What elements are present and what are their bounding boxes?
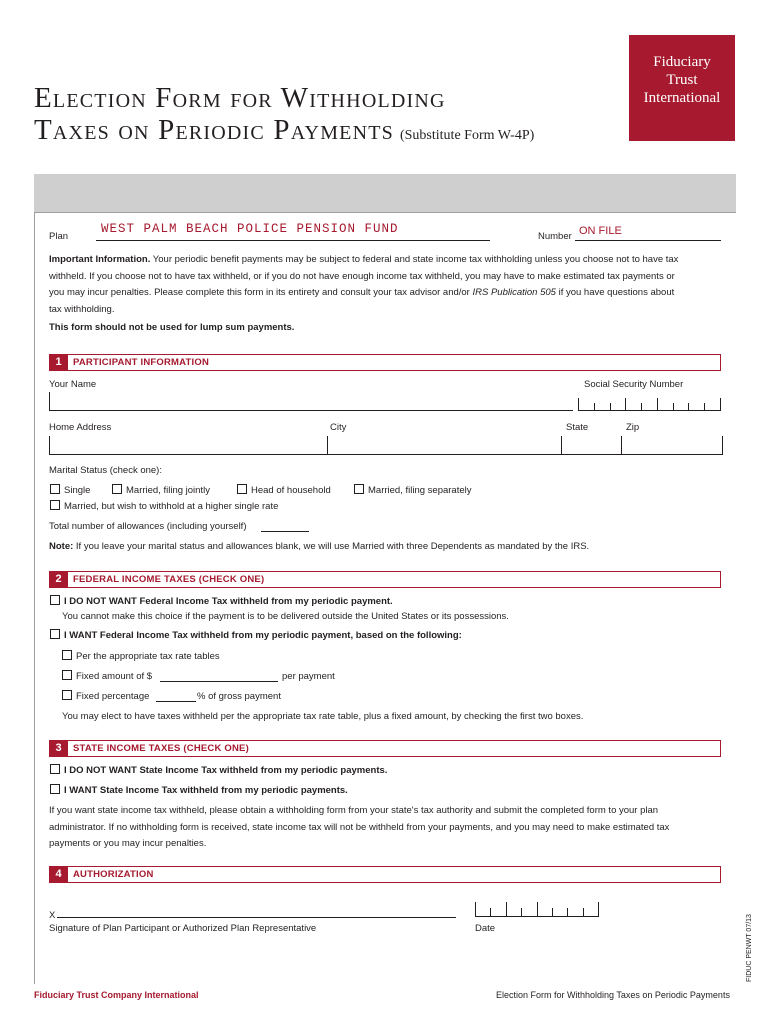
important-lead: Important Information.: [49, 254, 151, 265]
per-table-label: Per the appropriate tax rate tables: [76, 651, 220, 662]
fed-want-label: I WANT Federal Income Tax withheld from my periodic payment, based on the following:: [64, 630, 462, 641]
state-want-label: I WANT State Income Tax withheld from my periodic payments.: [64, 785, 348, 796]
marital-note: [49, 539, 589, 555]
section-3-number: 3: [49, 740, 68, 757]
form-title-text: Taxes on Periodic Payments: [34, 114, 394, 146]
marital-status-label: Marital Status (check one):: [49, 465, 162, 476]
important-info: [49, 252, 729, 318]
city-field[interactable]: [327, 436, 562, 455]
section-4-title: AUTHORIZATION: [73, 869, 154, 880]
pct-gross-label: % of gross payment: [197, 691, 281, 702]
form-code: FIDUC PENWT 07/13: [746, 914, 753, 982]
section-1-header: [49, 354, 721, 371]
date-ticks: [475, 902, 599, 916]
form-subtitle: (Substitute Form W-4P): [399, 128, 535, 143]
home-address-field[interactable]: [49, 436, 328, 455]
signature-label: Signature of Plan Participant or Authorized Plan Representative: [49, 923, 317, 934]
married-higher-label: Married, but wish to withhold at a higher single rate: [64, 501, 279, 512]
married-jointly-checkbox[interactable]: [112, 484, 122, 494]
plan-number-field[interactable]: ON FILE: [579, 225, 622, 237]
fed-want-checkbox[interactable]: [50, 629, 60, 639]
state-not-want-checkbox[interactable]: [50, 764, 60, 774]
married-separately-label: Married, filing separately: [368, 485, 472, 496]
state-want-checkbox[interactable]: [50, 784, 60, 794]
signature-field[interactable]: [57, 917, 456, 918]
lump-sum-note: This form should not be used for lump sum payments.: [49, 322, 295, 333]
fixed-amount-checkbox[interactable]: [62, 670, 72, 680]
per-payment-label: per payment: [282, 671, 335, 682]
head-of-household-checkbox[interactable]: [237, 484, 247, 494]
city-label: City: [330, 422, 347, 433]
married-separately-checkbox[interactable]: [354, 484, 364, 494]
marital-separately-option[interactable]: [354, 483, 472, 499]
fed-not-want-option[interactable]: [50, 594, 393, 610]
fixed-amount-option[interactable]: [62, 669, 152, 685]
fed-not-want-sub: You cannot make this choice if the payment is to be delivered outside the United States or its possessions.: [62, 611, 509, 622]
your-name-label: Your Name: [49, 379, 97, 390]
form-title-line-2: [34, 114, 534, 147]
number-field-line: [575, 240, 721, 241]
section-3-title: STATE INCOME TAXES (CHECK ONE): [73, 743, 249, 754]
marital-single-option[interactable]: [50, 483, 90, 499]
ssn-ticks: [578, 398, 721, 410]
important-text-2: withheld. If you choose not to have tax withheld, or if you do not have enough income tax withheld, you may have to make estimated tax payments or: [49, 270, 675, 282]
date-label: Date: [475, 923, 496, 934]
fixed-pct-option[interactable]: [62, 689, 149, 705]
state-not-want-option[interactable]: [50, 763, 387, 779]
state-para-2: administrator. If no withholding form is received, state income tax will not be withheld from your payments, and you may need to make estimated tax: [49, 821, 670, 833]
marital-jointly-option[interactable]: [112, 483, 210, 499]
fed-not-want-checkbox[interactable]: [50, 595, 60, 605]
fixed-amount-label: Fixed amount of $: [76, 671, 153, 682]
fixed-amount-field[interactable]: [160, 681, 278, 682]
per-table-checkbox[interactable]: [62, 650, 72, 660]
section-4-number: 4: [49, 866, 68, 883]
section-2-header: [49, 571, 721, 588]
marital-head-option[interactable]: [237, 483, 331, 499]
logo-line-3: International: [643, 90, 721, 106]
section-2-title: FEDERAL INCOME TAXES (CHECK ONE): [73, 574, 265, 585]
home-address-label: Home Address: [49, 422, 112, 433]
state-paragraph: [49, 803, 729, 853]
state-label: State: [566, 422, 589, 433]
head-of-household-label: Head of household: [251, 485, 331, 496]
your-name-field[interactable]: [49, 392, 573, 411]
fixed-pct-checkbox[interactable]: [62, 690, 72, 700]
ssn-field[interactable]: [578, 398, 721, 411]
state-field[interactable]: [561, 436, 622, 455]
date-field[interactable]: [475, 902, 599, 917]
section-1-title: PARTICIPANT INFORMATION: [73, 357, 210, 368]
section-1-number: 1: [49, 354, 68, 371]
state-para-3: payments or you may incur penalties.: [49, 838, 207, 849]
header-bar: [34, 174, 736, 212]
important-text-1: Your periodic benefit payments may be subject to federal and state income tax withholding unless you choose not to have tax: [150, 254, 679, 265]
allowances-label: Total number of allowances (including yourself): [49, 521, 247, 532]
state-not-want-label: I DO NOT WANT State Income Tax withheld from my periodic payments.: [64, 765, 388, 776]
footer-company: Fiduciary Trust Company International: [34, 990, 199, 1000]
note-text: If you leave your marital status and allowances blank, we will use Married with three Dependents as mandated by the IRS.: [73, 541, 590, 552]
elect-note: You may elect to have taxes withheld per the appropriate tax rate table, plus a fixed amount, by checking the first two boxes.: [62, 711, 584, 722]
married-higher-option[interactable]: [50, 499, 278, 515]
brand-logo: [629, 35, 735, 141]
plan-field-line: [96, 240, 490, 241]
fixed-pct-field[interactable]: [156, 701, 196, 702]
plan-name-field[interactable]: WEST PALM BEACH POLICE PENSION FUND: [101, 222, 399, 236]
important-text-4: tax withholding.: [49, 303, 115, 315]
logo-line-1: Fiduciary: [653, 54, 711, 70]
state-para-1: If you want state income tax withheld, please obtain a withholding form from your state's tax authority and submit the completed form to your plan: [49, 805, 659, 816]
per-table-option[interactable]: [62, 649, 220, 665]
irs-publication-link: IRS Publication 505: [472, 287, 556, 298]
section-2-number: 2: [49, 571, 68, 588]
number-label: Number: [538, 231, 572, 242]
plan-label: Plan: [49, 231, 69, 242]
fed-want-option[interactable]: [50, 628, 462, 644]
married-jointly-label: Married, filing jointly: [126, 485, 210, 496]
fixed-pct-label: Fixed percentage: [76, 691, 150, 702]
note-lead: Note:: [49, 541, 74, 552]
state-want-option[interactable]: [50, 783, 348, 799]
form-title-line-1: Election Form for Withholding: [34, 82, 446, 114]
single-label: Single: [64, 485, 91, 496]
footer-form-name: Election Form for Withholding Taxes on Periodic Payments: [496, 990, 730, 1000]
single-checkbox[interactable]: [50, 484, 60, 494]
allowances-field[interactable]: [261, 531, 309, 532]
ssn-label: Social Security Number: [584, 379, 684, 390]
important-text-3a: you may incur penalties. Please complete this form in its entirety and consult your tax advisor and/or: [49, 287, 473, 298]
section-4-header: [49, 866, 721, 883]
section-3-header: [49, 740, 721, 757]
fed-not-want-label: I DO NOT WANT Federal Income Tax withheld from my periodic payment.: [64, 596, 393, 607]
signature-x: X: [49, 910, 56, 921]
important-text-3b: if you have questions about: [555, 287, 675, 298]
married-higher-checkbox[interactable]: [50, 500, 60, 510]
zip-field[interactable]: [621, 436, 723, 455]
zip-label: Zip: [626, 422, 640, 433]
logo-line-2: Trust: [666, 72, 698, 88]
